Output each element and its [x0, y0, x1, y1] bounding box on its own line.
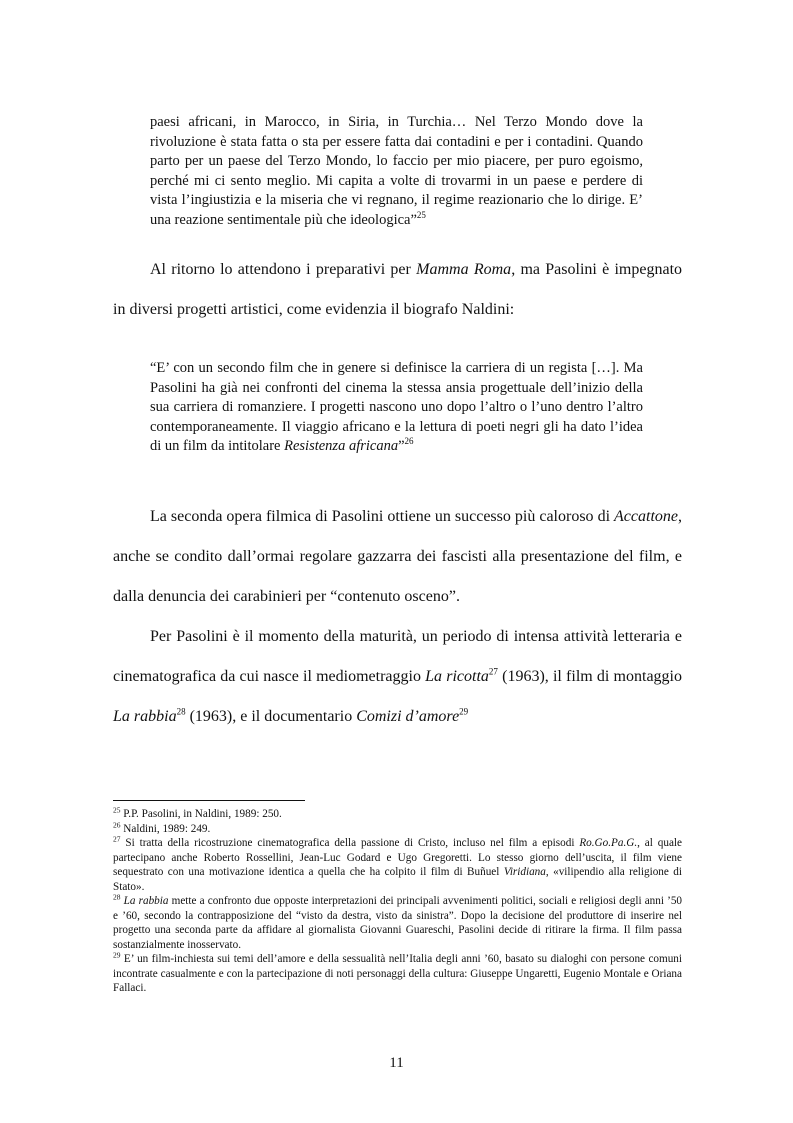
para-text: Per Pasolini è il momento della maturità, un periodo di intensa attività letteraria e cinematografica da cui nasce il mediometraggio [113, 628, 682, 685]
film-title: Comizi d’amore [356, 708, 460, 725]
footnote-number: 25 [113, 805, 121, 815]
quote-text: paesi africani, in Marocco, in Siria, in Turchia… Nel Terzo Mondo dove la rivoluzione è stata fatta o sta per essere fatta dai contadini e per i contadini. Quando parto per un paese del Terzo Mondo, lo faccio per mio piacere, per puro egoismo, perché mi ci sento meglio. Mi capita a volte di trovarmi in un paese e perdere di vista l’ingiustizia e la miseria che vi regnano, il regime reazionario che lo dirige. E’ una reazione sentimentale più che ideologica” [150, 114, 643, 228]
film-title: Ro.Go.Pa.G. [579, 837, 638, 849]
footnote-separator [113, 800, 305, 801]
footnote-29 [113, 952, 682, 996]
para-text: (1963), il film di montaggio [497, 668, 682, 685]
footnote-number: 26 [113, 819, 121, 829]
footnote-ref-29: 29 [459, 706, 469, 717]
footnote-26 [113, 819, 682, 837]
para-text: , ma Pasolini è impegnato in diversi progetti artistici, come evidenzia il biografo Naldini: [113, 261, 683, 318]
film-title: Accattone [614, 508, 678, 525]
film-title: Mamma Roma [416, 261, 512, 278]
film-title: Resistenza africana [284, 438, 399, 455]
film-title: La rabbia [123, 895, 169, 907]
film-title: La ricotta [425, 668, 489, 685]
paragraph-accattone [113, 497, 682, 617]
block-quote-2 [150, 359, 643, 457]
footnote-text: , al quale partecipano anche Roberto Rossellini, Jean-Luc Godard e Ugo Gregoretti. Lo stesso giorno dell’uscita, il film viene sequestrato con una motivazione identica a quella che ha colpito il film di Buñuel [113, 837, 682, 878]
block-quote-1 [150, 113, 643, 231]
footnote-text: E’ un film-inchiesta sui temi dell’amore e della sessualità nell’Italia degli anni ’60, basato su dialoghi con persone comuni incontrate casualmente e con la partecipazione di noti personaggi della cultura: Giuseppe Ungaretti, Eugenio Montale e Oriana Fallaci. [113, 953, 682, 994]
film-title: La rabbia [113, 708, 177, 725]
footnote-ref-27: 27 [488, 666, 498, 677]
footnote-text: Si tratta della ricostruzione cinematografica della passione di Cristo, incluso nel film a episodi [120, 837, 580, 849]
paragraph-maturita [113, 617, 682, 737]
footnote-ref-25: 25 [416, 210, 426, 221]
footnote-ref-26: 26 [404, 436, 414, 447]
footnote-number: 27 [113, 834, 121, 844]
footnote-text: , «vilipendio alla religione di Stato». [113, 866, 682, 893]
footnotes [113, 807, 682, 996]
quote-close: ” [398, 438, 405, 455]
footnote-text: mette a confronto due opposte interpretazioni dei principali avvenimenti politici, sociali e religiosi degli anni ’50 e ’60, secondo la contrapposizione del “visto da destra, visto da sinistra”. Dopo la decisione del produttore di inserire nel progetto una seconda parte da affidare al giornalista Giovanni Guareschi, Pasolini decide di ritirare la firma. Il film passa sostanzialmente inosservato. [113, 895, 683, 951]
para-text: La seconda opera filmica di Pasolini ottiene un successo più caloroso di [150, 508, 615, 525]
footnote-text: Naldini, 1989: 249. [120, 822, 211, 835]
footnote-number: 29 [113, 950, 121, 960]
footnote-number: 28 [113, 892, 121, 902]
paragraph-mamma-roma [113, 250, 682, 330]
quote-text: “E’ con un secondo film che in genere si definisce la carriera di un regista […]. Ma Pasolini ha già nei confronti del cinema la stessa ansia progettuale dell’inizio della sua carriera di romanziere. I progetti nascono uno dopo l’altro o l’uno dentro l’altro contemporaneamente. Il viaggio africano e la lettura di poeti negri gli ha dato l’idea di un film da intitolare [150, 360, 643, 455]
page-number: 11 [389, 1055, 404, 1071]
para-text: (1963), e il documentario [185, 708, 357, 725]
para-text: , anche se condito dall’ormai regolare gazzarra dei fascisti alla presentazione del film, e dalla denuncia dei carabinieri per “contenuto osceno”. [113, 508, 682, 605]
footnote-25 [113, 807, 682, 822]
footnote-text: P.P. Pasolini, in Naldini, 1989: 250. [120, 808, 282, 820]
footnote-27 [113, 836, 682, 894]
footnote-28 [113, 894, 682, 952]
film-title: Viridiana [503, 866, 546, 878]
para-text: Al ritorno lo attendono i preparativi per [150, 261, 417, 278]
footnote-ref-28: 28 [176, 706, 186, 717]
